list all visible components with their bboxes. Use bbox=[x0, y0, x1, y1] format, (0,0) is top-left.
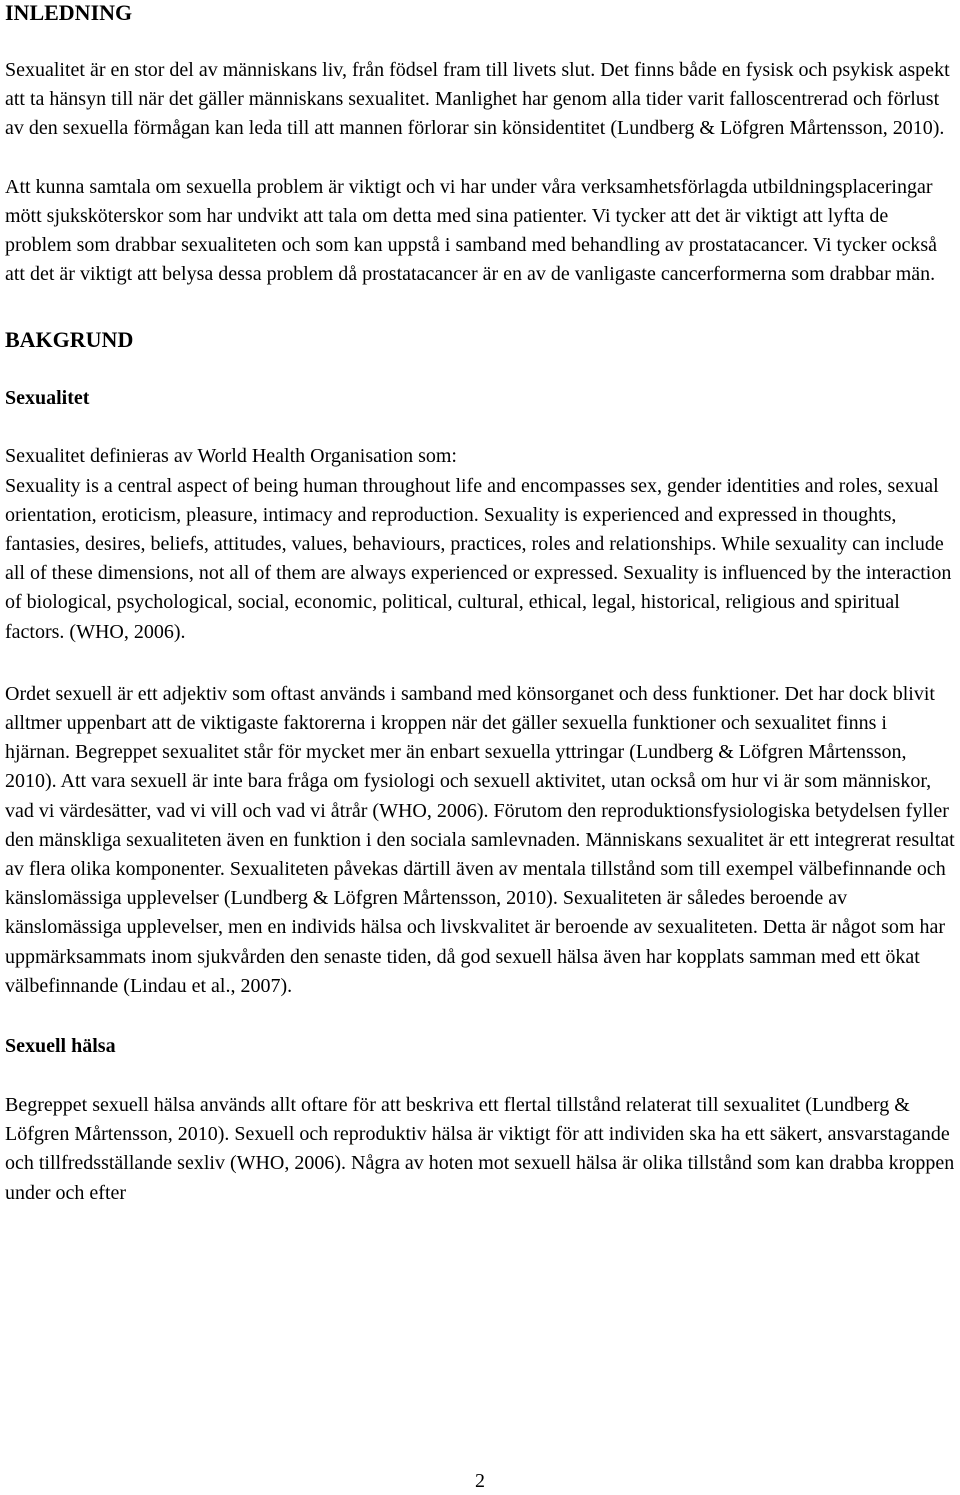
heading-sexualitet: Sexualitet bbox=[5, 387, 90, 410]
heading-sexuell-halsa: Sexuell hälsa bbox=[5, 1035, 116, 1058]
paragraph-sexuell-halsa: Begreppet sexuell hälsa används allt oftare för att beskriva ett flertal tillstånd relaterat till sexualitet (Lundberg & Löfgren Mårtensson, 2010). Sexuell och reproduktiv hälsa är viktigt för att individen ska ha ett säkert, ansvarstagande och tillfredsställande sexliv (WHO, 2006). Några av hoten mot sexuell hälsa är olika tillstånd som kan drabba kroppen under och efter bbox=[5, 1094, 955, 1204]
page-number: 2 bbox=[475, 1470, 485, 1492]
paragraph-who-quote: Sexuality is a central aspect of being human throughout life and encompasses sex, gender identities and roles, sexual orientation, eroticism, pleasure, intimacy and reproduction. Sexuality is experienced and expressed in thoughts, fantasies, desires, beliefs, attitudes, values, behaviours, practices, roles and relationships. While sexuality can include all of these dimensions, not all of them are always experienced or expressed. Sexuality is influenced by the interaction of biological, psychological, social, economic, political, cultural, ethical, legal, historical, religious and spiritual factors. (WHO, 2006). bbox=[5, 474, 952, 643]
paragraph-sexuell-adjektiv: Ordet sexuell är ett adjektiv som oftast används i samband med könsorganet och dess funktioner. Det har dock blivit alltmer uppenbart att de viktigaste faktorerna i kroppen när det gäller sexuella funktioner och sexualitet finns i hjärnan. Begreppet sexualitet står för mycket mer än enbart sexuella yttringar (Lundberg & Löfgren Mårtensson, 2010). Att vara sexuell är inte bara fråga om fysiologi och sexuell aktivitet, utan också om hur vi är som människor, vad vi värdesätter, vad vi vill och vad vi åtrår (WHO, 2006). Förutom den reproduktionsfysiologiska betydelsen fyller den mänskliga sexualiteten även en funktion i den sociala samlevnaden. Människans sexualitet är ett integrerat resultat av flera olika komponenter. Sexualiteten påvekas därtill även av mentala tillstånd som till exempel välbefinnande och känslomässiga upplevelser (Lundberg & Löfgren Mårtensson, 2010). Sexualiteten är således beroende av känslomässiga upplevelser, men en individs hälsa och livskvalitet är beroende av sexualiteten. Detta är något som har uppmärksammats inom sjukvården den senaste tiden, då god sexuell hälsa även har kopplats samman med ett ökat välbefinnande (Lindau et al., 2007). bbox=[5, 682, 955, 997]
heading-inledning: INLEDNING bbox=[5, 0, 133, 25]
document-page bbox=[5, 0, 955, 1208]
heading-bakgrund: BAKGRUND bbox=[5, 327, 134, 353]
paragraph-definition-intro: Sexualitet definieras av World Health Organisation som: bbox=[5, 445, 457, 468]
paragraph-intro-1: Sexualitet är en stor del av människans liv, från födsel fram till livets slut. Det finns både en fysisk och psykisk aspekt att ta hänsyn till när det gäller människans sexualitet. Manlighet har genom alla tider varit falloscentrerad och förlust av den sexuella förmågan kan leda till att mannen förlorar sin könsidentitet (Lundberg & Löfgren Mårtensson, 2010). bbox=[5, 59, 950, 140]
paragraph-intro-2: Att kunna samtala om sexuella problem är viktigt och vi har under våra verksamhetsförlagda utbildningsplaceringar mött sjuksköterskor som har undvikt att tala om detta med sina patienter. Vi tycker att det är viktigt att lyfta de problem som drabbar sexualiteten och som kan uppstå i samband med behandling av prostatacancer. Vi tycker också att det är viktigt att belysa dessa problem då prostatacancer är en av de vanligaste cancerformerna som drabbar män. bbox=[5, 175, 938, 286]
